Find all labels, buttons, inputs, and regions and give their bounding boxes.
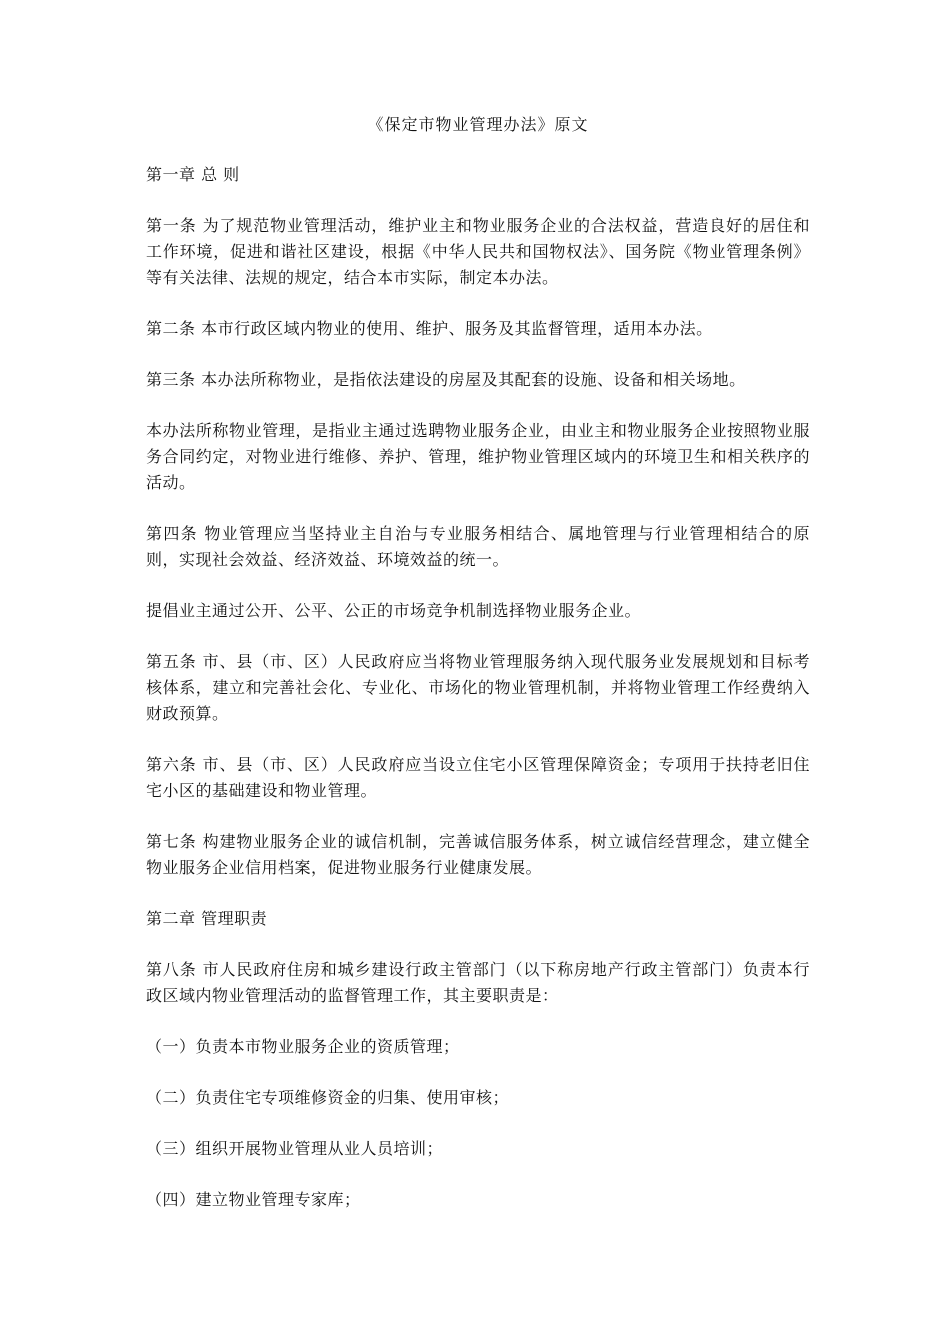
article-paragraph: 第六条 市、县（市、区）人民政府应当设立住宅小区管理保障资金；专项用于扶持老旧住宅小区的基础建设和物业管理。 bbox=[146, 755, 810, 800]
list-item: （二）负责住宅专项维修资金的归集、使用审核； bbox=[146, 1088, 510, 1107]
document-title: 《保定市物业管理办法》原文 bbox=[367, 115, 589, 134]
chapter-heading: 第二章 管理职责 bbox=[146, 909, 268, 928]
list-item: （一）负责本市物业服务企业的资质管理； bbox=[146, 1037, 460, 1056]
article-paragraph: 本办法所称物业管理，是指业主通过选聘物业服务企业，由业主和物业服务企业按照物业服务合同约定，对物业进行维修、养护、管理，维护物业管理区域内的环境卫生和相关秩序的活动。 bbox=[146, 421, 810, 492]
article-paragraph: 第二条 本市行政区域内物业的使用、维护、服务及其监督管理，适用本办法。 bbox=[146, 319, 713, 338]
chapter-heading: 第一章 总 则 bbox=[146, 165, 240, 184]
article-paragraph: 第五条 市、县（市、区）人民政府应当将物业管理服务纳入现代服务业发展规划和目标考核体系，建立和完善社会化、专业化、市场化的物业管理机制，并将物业管理工作经费纳入财政预算。 bbox=[146, 652, 810, 723]
article-paragraph: 第七条 构建物业服务企业的诚信机制，完善诚信服务体系，树立诚信经营理念，建立健全物业服务企业信用档案，促进物业服务行业健康发展。 bbox=[146, 832, 810, 877]
article-paragraph: 第三条 本办法所称物业，是指依法建设的房屋及其配套的设施、设备和相关场地。 bbox=[146, 370, 746, 389]
list-item: （三）组织开展物业管理从业人员培训； bbox=[146, 1139, 444, 1158]
article-paragraph: 提倡业主通过公开、公平、公正的市场竞争机制选择物业服务企业。 bbox=[146, 601, 642, 620]
document-page bbox=[146, 112, 810, 1238]
article-paragraph: 第一条 为了规范物业管理活动，维护业主和物业服务企业的合法权益，营造良好的居住和工作环境，促进和谐社区建设，根据《中华人民共和国物权法》、国务院《物业管理条例》等有关法律、法规的规定，结合本市实际，制定本办法。 bbox=[146, 216, 810, 287]
article-paragraph: 第四条 物业管理应当坚持业主自治与专业服务相结合、属地管理与行业管理相结合的原则，实现社会效益、经济效益、环境效益的统一。 bbox=[146, 524, 810, 569]
list-item: （四）建立物业管理专家库； bbox=[146, 1190, 361, 1209]
article-paragraph: 第八条 市人民政府住房和城乡建设行政主管部门（以下称房地产行政主管部门）负责本行政区域内物业管理活动的监督管理工作，其主要职责是： bbox=[146, 960, 810, 1005]
